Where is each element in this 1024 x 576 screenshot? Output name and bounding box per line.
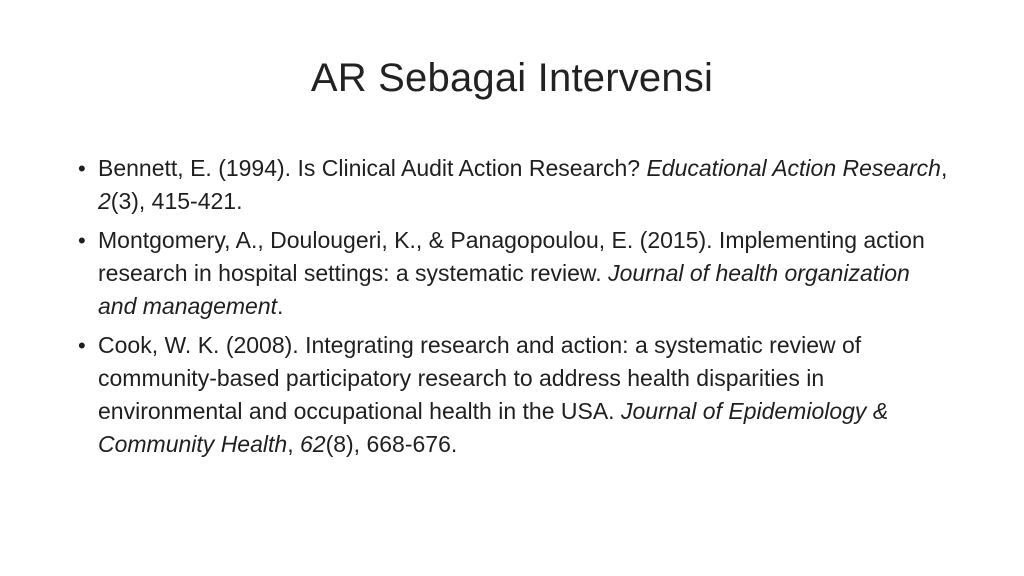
reference-item	[72, 329, 952, 461]
issue-pages: (3), 415-421.	[110, 188, 243, 214]
reference-text: Bennett, E. (1994). Is Clinical Audit Action Research?	[98, 155, 647, 181]
bullet-icon: •	[78, 333, 86, 358]
bullet-icon: •	[78, 228, 86, 253]
volume-number: 62	[299, 431, 326, 457]
reference-item	[72, 224, 952, 323]
reference-text: Cook, W. K. (2008). Integrating research and action: a systematic review of community-based participatory research to address health disparities in environmental and occupational health in the USA.	[98, 332, 862, 424]
reference-item	[72, 152, 952, 218]
journal-title: Journal of health organization and management	[98, 260, 910, 319]
trailing-punctuation: .	[277, 293, 284, 319]
bullet-icon: •	[78, 156, 86, 181]
journal-title: Journal of Epidemiology & Community Health	[98, 398, 889, 457]
issue-pages: (8), 668-676.	[325, 431, 458, 457]
separator: ,	[940, 155, 948, 181]
journal-title: Educational Action Research	[646, 155, 941, 181]
separator: ,	[287, 431, 300, 457]
slide-title: AR Sebagai Intervensi	[310, 56, 714, 100]
reference-list	[72, 152, 952, 467]
reference-text: Montgomery, A., Doulougeri, K., & Panagopoulou, E. (2015). Implementing action research in hospital settings: a systematic review.	[98, 227, 925, 286]
volume-number: 2	[98, 188, 111, 214]
